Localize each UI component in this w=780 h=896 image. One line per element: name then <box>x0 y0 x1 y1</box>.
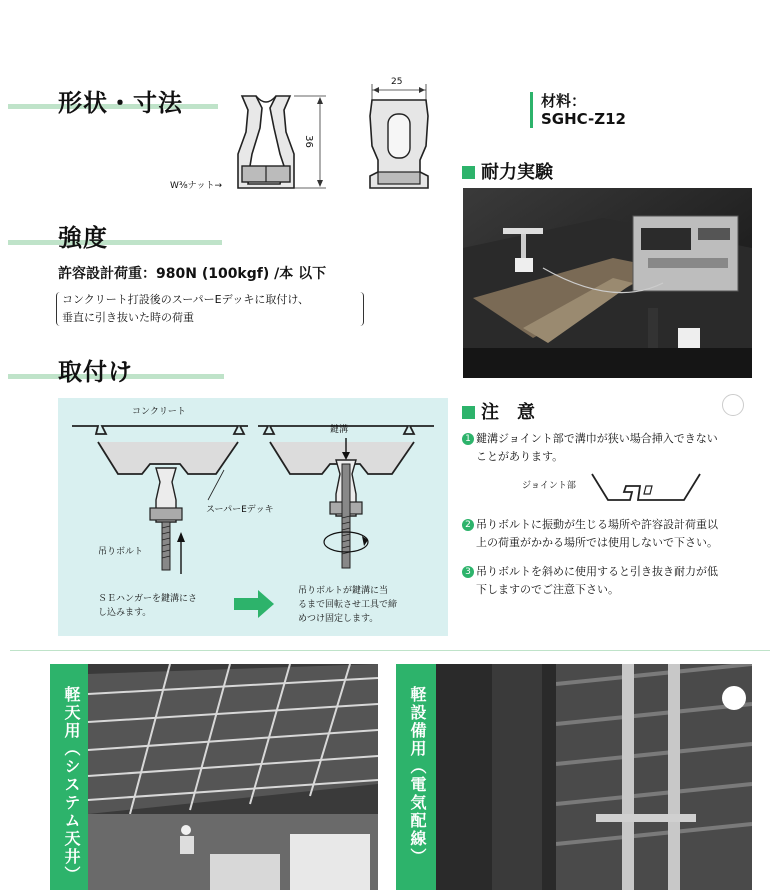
caution-note-1-line-1: 鍵溝ジョイント部で溝巾が狭い場合挿入できない <box>476 432 718 445</box>
electrical-application-photo <box>396 664 752 890</box>
material-value: SGHC-Z12 <box>541 110 626 128</box>
caution-note-3-line-2: 下しますのでご注意下さい。 <box>476 583 619 596</box>
joint-section-drawing <box>590 470 702 504</box>
material-label: 材料： <box>541 92 587 110</box>
caution-note-3-line-1: 吊りボルトを斜めに使用すると引き抜き耐力が低 <box>476 565 718 578</box>
ceiling-use-label: 軽天用（システム天井） <box>62 686 81 884</box>
material-accent-bar <box>530 92 533 128</box>
concrete-label: コンクリート <box>132 407 186 417</box>
test-section-title: 耐力実験 <box>462 158 553 184</box>
shape-section-title: 形状・寸法 <box>58 89 183 117</box>
electrical-photo-image <box>396 664 752 890</box>
install-step-2-line-2: るまで回転させ工具で締 <box>298 600 398 610</box>
dimension-width-label: 25 <box>391 77 403 87</box>
install-step-2-line-1: 吊りボルトが鍵溝に当 <box>298 586 389 596</box>
load-test-photo-image <box>463 188 752 378</box>
section-marker-icon <box>462 166 475 179</box>
caution-note-2 <box>462 516 718 552</box>
install-step-1-line-2: し込みます。 <box>98 608 152 618</box>
caution-note-1-line-2: ことがあります。 <box>476 450 564 463</box>
strength-note <box>62 291 309 327</box>
install-step-2 <box>298 584 397 626</box>
hanger-front-view-drawing <box>228 88 338 198</box>
strength-title-underline <box>8 240 222 245</box>
strength-section-title: 強度 <box>58 224 108 252</box>
hanger-side-view-drawing <box>360 76 440 198</box>
electrical-use-label: 軽設備用（電気配線） <box>408 686 427 866</box>
hanging-bolt-label: 吊りボルト <box>98 547 144 557</box>
ceiling-photo-image <box>50 664 378 890</box>
caution-section-title: 注 意 <box>462 398 535 424</box>
install-section-title: 取付け <box>58 358 133 386</box>
punch-hole-icon <box>722 394 744 416</box>
dimension-height-label: 36 <box>302 135 314 148</box>
load-test-photo <box>463 188 752 378</box>
caution-number-3: 3 <box>462 566 474 578</box>
caution-number-2: 2 <box>462 519 474 531</box>
strength-note-line-2: 垂直に引き抜いた時の荷重 <box>62 311 194 324</box>
nut-label: W⅜ナット→ <box>170 181 222 191</box>
caution-number-1: 1 <box>462 433 474 445</box>
allowable-load-text: 許容設計荷重：980N (100kgf) /本 以下 <box>58 266 327 282</box>
caution-note-1 <box>462 430 718 466</box>
section-marker-icon <box>462 406 475 419</box>
caution-note-2-line-2: 上の荷重がかかる場所では使用しないで下さい。 <box>476 536 718 549</box>
joint-label: ジョイント部 <box>522 481 576 491</box>
caution-note-3 <box>462 563 718 599</box>
ceiling-application-photo <box>50 664 378 890</box>
installation-diagram <box>58 398 448 636</box>
install-step-1 <box>98 592 197 620</box>
section-divider <box>10 650 770 651</box>
super-e-deck-label: スーパーEデッキ <box>206 505 274 515</box>
install-step-1-line-1: ＳＥハンガーを鍵溝にさ <box>98 594 198 604</box>
caution-note-2-line-1: 吊りボルトに振動が生じる場所や許容設計荷重以 <box>476 518 718 531</box>
strength-note-line-1: コンクリート打設後のスーパーEデッキに取付け、 <box>62 293 309 306</box>
key-groove-label: 鍵溝 <box>330 425 349 435</box>
install-step-2-line-3: めつけ固定します。 <box>298 614 379 624</box>
